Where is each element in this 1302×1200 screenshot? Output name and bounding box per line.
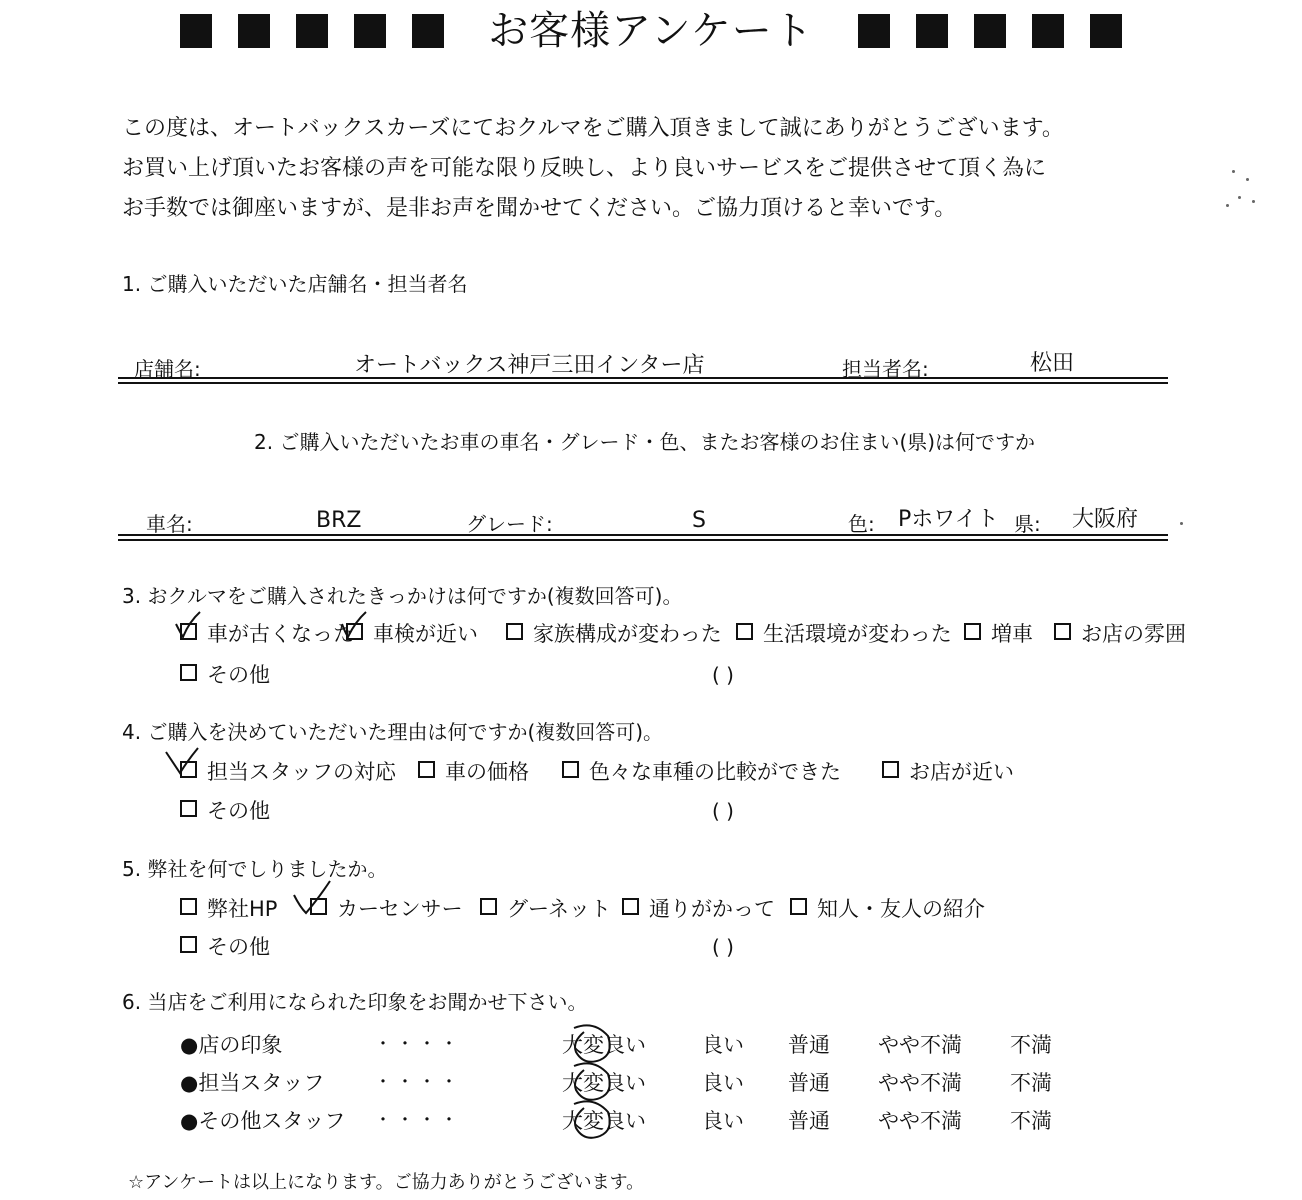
rating-row-label-staff: ●担当スタッフ (180, 1071, 325, 1095)
option-label: その他 (207, 935, 270, 959)
rating-option-dissatisfied[interactable] (1010, 1068, 1052, 1098)
option-label: カーセンサー (337, 897, 463, 921)
option-label: 良い (702, 1109, 744, 1133)
option-checkbox-atmosphere[interactable] (1054, 620, 1186, 648)
leader-dots: ・・・・ (374, 1034, 462, 1055)
scan-speck (1232, 170, 1235, 173)
option-label: 不満 (1010, 1109, 1052, 1133)
option-label: グーネット (507, 897, 611, 921)
rating-option-normal[interactable] (788, 1106, 830, 1136)
store-label: 店舗名: (134, 357, 201, 381)
option-label: その他 (207, 799, 270, 823)
rating-row-label-other-staff: ●その他スタッフ (180, 1109, 346, 1133)
option-label: 車が古くなった (207, 622, 354, 646)
option-label: 普通 (788, 1033, 830, 1057)
option-checkbox-price[interactable] (418, 758, 529, 786)
survey-title-row (0, 6, 1302, 56)
black-square-icon (916, 14, 948, 48)
intro-line-3: お手数では御座いますが、是非お声を聞かせてください。ご協力頂けると幸いです。 (122, 196, 957, 221)
rating-option-somewhat-dissatisfied[interactable] (878, 1068, 962, 1098)
checkbox-icon (506, 623, 523, 640)
leader-dots: ・・・・ (374, 1072, 462, 1093)
checkbox-icon (180, 664, 197, 681)
black-square-icon (1090, 14, 1122, 48)
option-checkbox-passing-by[interactable] (622, 895, 775, 923)
underline (118, 377, 1168, 379)
rating-option-normal[interactable] (788, 1030, 830, 1060)
checkbox-icon (882, 761, 899, 778)
staff-value: 松田 (1030, 351, 1075, 376)
option-label: 不満 (1010, 1071, 1052, 1095)
option-label: 色々な車種の比較ができた (589, 760, 841, 784)
q1-question: 1. ご購入いただいた店舗名・担当者名 (122, 272, 468, 296)
rating-option-dissatisfied[interactable] (1010, 1106, 1052, 1136)
rating-option-dissatisfied[interactable] (1010, 1030, 1052, 1060)
option-checkbox-staff-response[interactable] (180, 758, 396, 786)
scan-speck (1180, 522, 1183, 525)
handwritten-check-icon (304, 885, 334, 915)
option-label: 良い (702, 1071, 744, 1095)
option-checkbox-old-car[interactable] (180, 620, 354, 648)
option-checkbox-referral[interactable] (790, 895, 985, 923)
black-square-icon (180, 14, 212, 48)
color-label: 色: (848, 512, 875, 536)
checkbox-icon (736, 623, 753, 640)
checkbox-icon (790, 898, 807, 915)
option-label: やや不満 (878, 1033, 962, 1057)
other-blank: ( ) (712, 799, 734, 823)
car-value: BRZ (316, 508, 362, 533)
option-checkbox-carsensor[interactable] (310, 895, 463, 923)
checkbox-icon (1054, 623, 1071, 640)
option-label: 通りがかって (649, 897, 775, 921)
option-label: 大変良い (562, 1109, 646, 1133)
option-label: 大変良い (562, 1071, 646, 1095)
option-checkbox-comparison[interactable] (562, 758, 841, 786)
option-label: 不満 (1010, 1033, 1052, 1057)
handwritten-check-icon (174, 610, 204, 640)
option-label: 弊社HP (207, 897, 278, 921)
pref-value: 大阪府 (1072, 507, 1139, 532)
q5-options (180, 895, 1080, 925)
q3-question: 3. おクルマをご購入されたきっかけは何ですか(複数回答可)。 (122, 584, 683, 608)
checkbox-icon (562, 761, 579, 778)
checkbox-icon (480, 898, 497, 915)
option-label: お店の雰囲 (1081, 622, 1186, 646)
option-checkbox-family[interactable] (506, 620, 722, 648)
rating-option-very-good[interactable] (562, 1106, 646, 1136)
rating-option-normal[interactable] (788, 1068, 830, 1098)
pref-label: 県: (1014, 512, 1041, 536)
underline (118, 382, 1168, 384)
scan-speck (1238, 196, 1241, 199)
checkbox-icon (622, 898, 639, 915)
checkbox-icon (180, 936, 197, 953)
option-label: お店が近い (909, 760, 1014, 784)
option-checkbox-lifestyle[interactable] (736, 620, 952, 648)
checkbox-icon (964, 623, 981, 640)
other-blank: ( ) (712, 935, 734, 959)
staff-label: 担当者名: (842, 357, 929, 381)
color-value: Pホワイト (898, 507, 999, 532)
option-label: その他 (207, 663, 270, 687)
rating-scale-store (562, 1030, 1082, 1060)
option-checkbox-other[interactable] (180, 797, 270, 825)
option-checkbox-shaken[interactable] (346, 620, 478, 648)
option-label: 家族構成が変わった (533, 622, 722, 646)
option-label: やや不満 (878, 1071, 962, 1095)
rating-option-somewhat-dissatisfied[interactable] (878, 1030, 962, 1060)
option-checkbox-other[interactable] (180, 933, 270, 961)
option-label: やや不満 (878, 1109, 962, 1133)
option-label: 良い (702, 1033, 744, 1057)
leader-dots: ・・・・ (374, 1110, 462, 1131)
scan-speck (1226, 204, 1229, 207)
store-value: オートバックス神戸三田インター店 (354, 353, 705, 378)
option-label: 大変良い (562, 1033, 646, 1057)
option-label: 増車 (991, 622, 1033, 646)
grade-label: グレード: (466, 512, 553, 536)
rating-row-label-store: ●店の印象 (180, 1033, 283, 1057)
black-square-icon (238, 14, 270, 48)
rating-option-good[interactable] (702, 1030, 744, 1060)
option-checkbox-company-hp[interactable] (180, 895, 277, 923)
rating-scale-other-staff (562, 1106, 1082, 1136)
option-label: 車検が近い (373, 622, 478, 646)
option-label: 普通 (788, 1109, 830, 1133)
rating-option-good[interactable] (702, 1068, 744, 1098)
black-square-icon (412, 14, 444, 48)
rating-scale-staff (562, 1068, 1082, 1098)
underline (118, 534, 1168, 536)
rating-option-good[interactable] (702, 1106, 744, 1136)
black-square-icon (1032, 14, 1064, 48)
intro-line-1: この度は、オートバックスカーズにておクルマをご購入頂きまして誠にありがとうございます。 (122, 116, 1064, 141)
footer-note: ☆アンケートは以上になります。ご協力ありがとうございます。 (128, 1172, 645, 1193)
car-label: 車名: (146, 512, 193, 536)
rating-option-somewhat-dissatisfied[interactable] (878, 1106, 962, 1136)
black-square-icon (296, 14, 328, 48)
scan-speck (1246, 178, 1249, 181)
option-label: 生活環境が変わった (763, 622, 952, 646)
q3-options (180, 620, 1186, 650)
checkbox-icon (180, 898, 197, 915)
underline (118, 539, 1168, 541)
option-label: 知人・友人の紹介 (817, 897, 985, 921)
black-square-icon (974, 14, 1006, 48)
rating-option-very-good[interactable] (562, 1068, 646, 1098)
option-label: 担当スタッフの対応 (207, 760, 396, 784)
handwritten-circle-icon (556, 1098, 616, 1142)
scan-speck (1252, 200, 1255, 203)
option-checkbox-additional-car[interactable] (964, 620, 1033, 648)
option-label: 車の価格 (445, 760, 529, 784)
black-square-icon (354, 14, 386, 48)
option-label: 普通 (788, 1071, 830, 1095)
q2-question: 2. ご購入いただいたお車の車名・グレード・色、またお客様のお住まい(県)は何ですか (254, 430, 1036, 454)
q4-question: 4. ご購入を決めていただいた理由は何ですか(複数回答可)。 (122, 720, 664, 744)
q6-question: 6. 当店をご利用になられた印象をお聞かせ下さい。 (122, 990, 588, 1014)
handwritten-check-icon (174, 748, 204, 778)
checkbox-icon (180, 800, 197, 817)
checkbox-icon (418, 761, 435, 778)
option-checkbox-nearby[interactable] (882, 758, 1014, 786)
black-square-icon (858, 14, 890, 48)
rating-option-very-good[interactable] (562, 1030, 646, 1060)
grade-value: S (692, 508, 706, 533)
option-checkbox-goonet[interactable] (480, 895, 611, 923)
q5-question: 5. 弊社を何でしりましたか。 (122, 857, 388, 881)
intro-line-2: お買い上げ頂いたお客様の声を可能な限り反映し、より良いサービスをご提供させて頂く為に (122, 156, 1047, 181)
option-checkbox-other[interactable] (180, 661, 270, 689)
survey-title: お客様アンケート (488, 8, 814, 54)
handwritten-check-icon (340, 610, 370, 640)
q4-options (180, 758, 1080, 788)
other-blank: ( ) (712, 663, 734, 687)
